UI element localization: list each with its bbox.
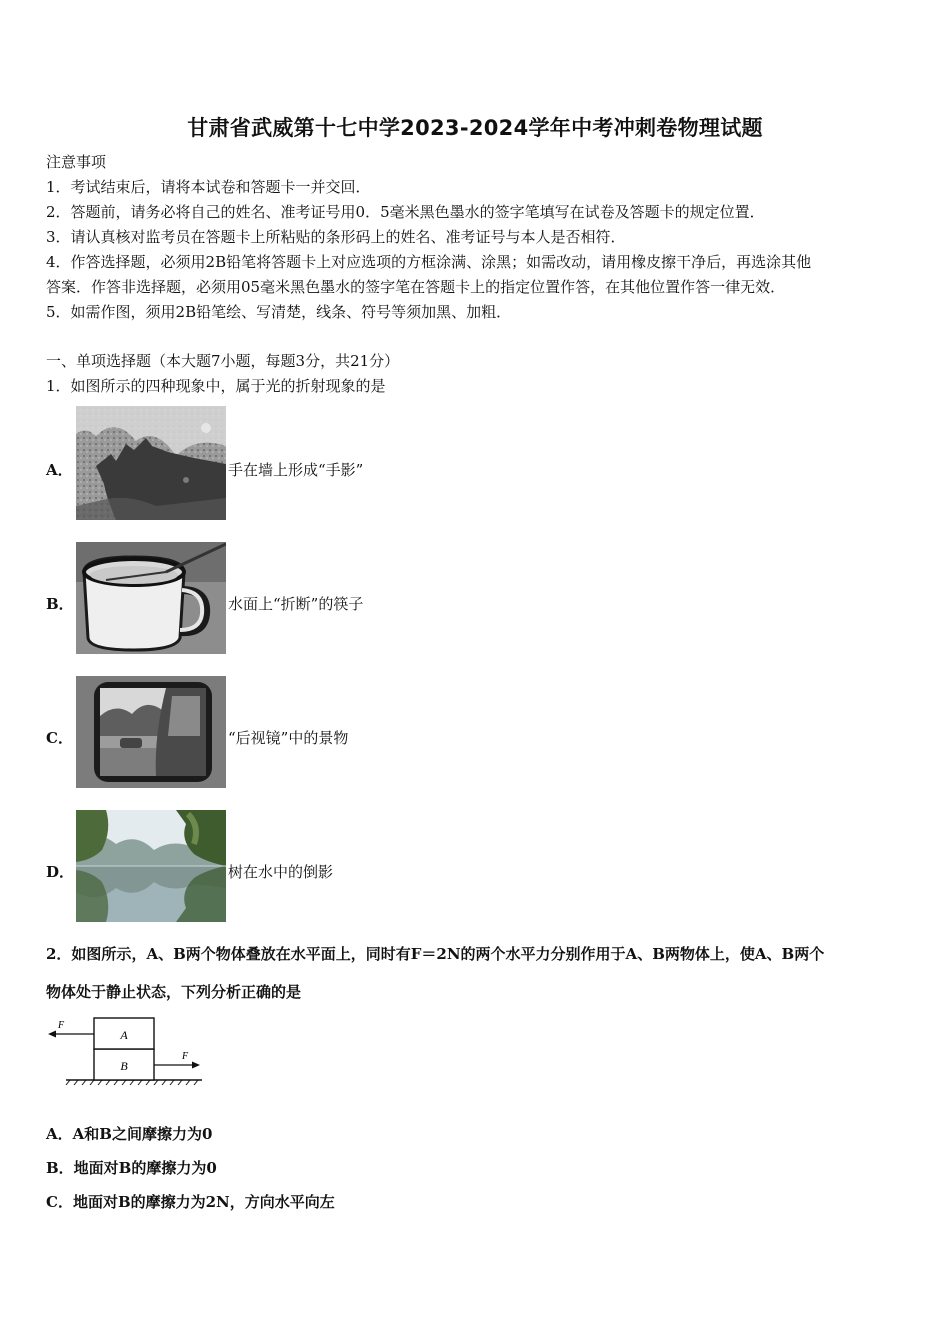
notice-item: 答案．作答非选择题，必须用05毫米黑色墨水的签字笔在答题卡上的指定位置作答，在其他位置作答一律无效． bbox=[46, 278, 786, 296]
block-a-label: A bbox=[120, 1028, 128, 1042]
option-letter: C． bbox=[46, 729, 73, 747]
option-letter: A． bbox=[46, 461, 73, 479]
force-left-label: F bbox=[58, 1020, 65, 1031]
option-text: A．A和B之间摩擦力为0 bbox=[46, 1125, 213, 1143]
option-text: 手在墙上形成“手影” bbox=[228, 461, 364, 479]
stacked-blocks-figure bbox=[44, 1014, 208, 1086]
notice-item: 3．请认真核对监考员在答题卡上所粘贴的条形码上的姓名、准考证号与本人是否相符． bbox=[46, 228, 626, 246]
force-right-label: F bbox=[182, 1051, 189, 1062]
option-text: C．地面对B的摩擦力为2N，方向水平向左 bbox=[46, 1193, 335, 1211]
notice-item: 1．考试结束后，请将本试卷和答题卡一并交回． bbox=[46, 178, 371, 196]
option-text: 树在水中的倒影 bbox=[228, 863, 334, 881]
option-text: “后视镜”中的景物 bbox=[228, 729, 349, 747]
question-stem: 物体处于静止状态，下列分析正确的是 bbox=[46, 983, 302, 1001]
block-b-label: B bbox=[120, 1059, 128, 1073]
option-letter: B． bbox=[46, 595, 74, 613]
tree-reflection-photo bbox=[76, 810, 226, 922]
notice-item: 2．答题前，请务必将自己的姓名、准考证号用0．5毫米黑色墨水的签字笔填写在试卷及答题卡的规定位置． bbox=[46, 203, 765, 221]
notice-item: 5．如需作图，须用2B铅笔绘、写清楚，线条、符号等须加黑、加粗． bbox=[46, 303, 512, 321]
option-letter: D． bbox=[46, 863, 75, 881]
notice-item: 4．作答选择题，必须用2B铅笔将答题卡上对应选项的方框涂满、涂黑；如需改动，请用橡皮擦干净后，再选涂其他 bbox=[46, 253, 812, 271]
section-heading: 一、单项选择题（本大题7小题，每题3分，共21分） bbox=[46, 352, 400, 370]
notice-heading: 注意事项 bbox=[46, 153, 107, 171]
option-text: 水面上“折断”的筷子 bbox=[228, 595, 364, 613]
rear-view-mirror-photo bbox=[76, 676, 226, 788]
page-title: 甘肃省武威第十七中学2023-2024学年中考冲刺卷物理试题 bbox=[187, 116, 763, 140]
option-text: B．地面对B的摩擦力为0 bbox=[46, 1159, 217, 1177]
question-stem: 2．如图所示，A、B两个物体叠放在水平面上，同时有F＝2N的两个水平力分别作用于A、B两物体上，使A、B两个 bbox=[46, 945, 825, 963]
hand-shadow-photo bbox=[76, 406, 226, 520]
question-stem: 1．如图所示的四种现象中，属于光的折射现象的是 bbox=[46, 377, 386, 395]
chopstick-cup-photo bbox=[76, 542, 226, 654]
